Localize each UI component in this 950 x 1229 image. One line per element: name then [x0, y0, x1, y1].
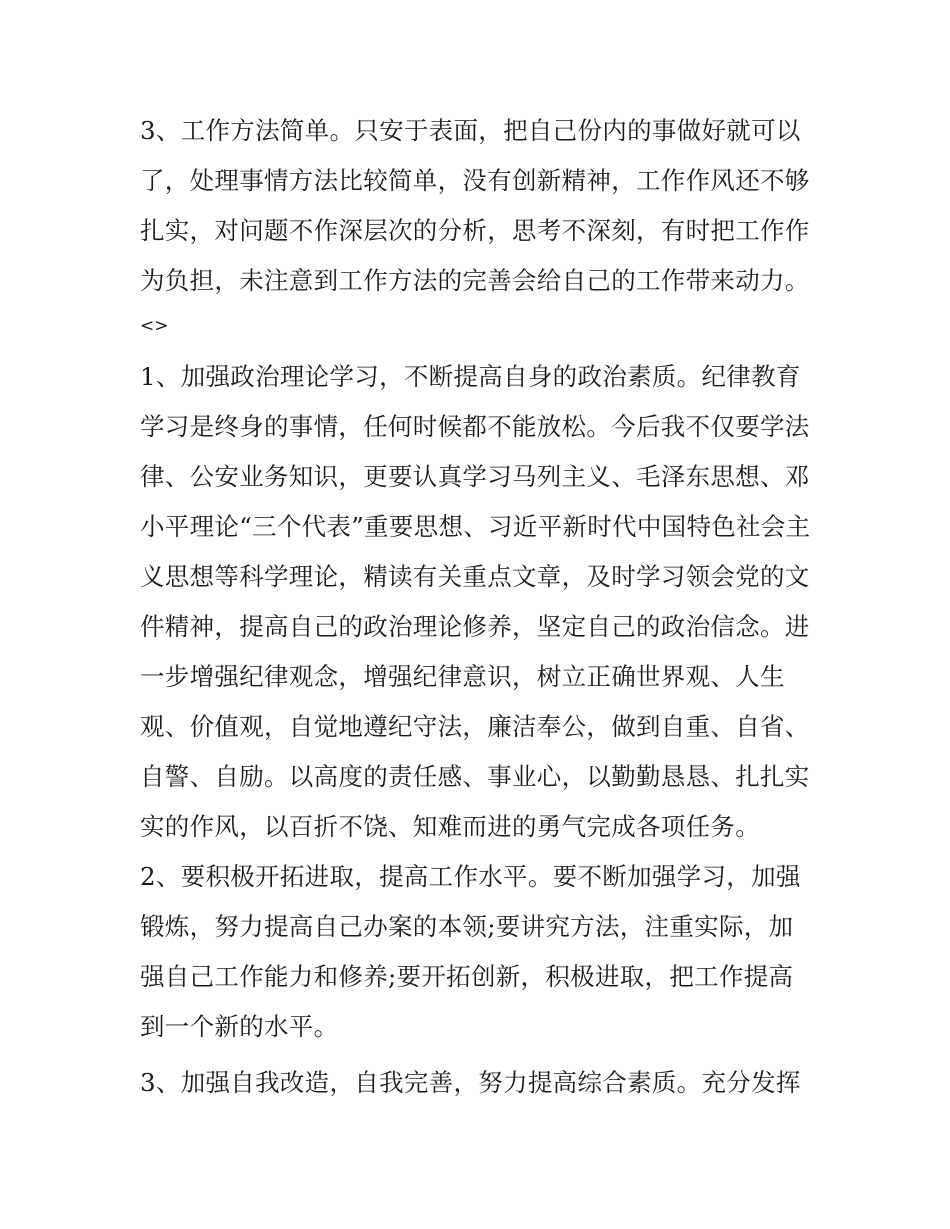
- text-line: 实的作风，以百折不饶、知难而进的勇气完成各项任务。: [140, 812, 760, 841]
- text-line: 1、加强政治理论学习，不断提高自身的政治素质。纪律教育: [140, 362, 801, 391]
- text-line: 律、公安业务知识，更要认真学习马列主义、毛泽东思想、邓: [140, 462, 810, 491]
- text-line: 强自己工作能力和修养;要开拓创新，积极进取，把工作提高: [140, 962, 794, 991]
- text-line: 小平理论“三个代表”重要思想、习近平新时代中国特色社会主: [140, 512, 811, 541]
- text-line: 一步增强纪律观念，增强纪律意识，树立正确世界观、人生: [140, 662, 785, 691]
- text-line: 观、价值观，自觉地遵纪守法，廉洁奉公，做到自重、自省、: [140, 712, 810, 741]
- text-line: 为负担，未注意到工作方法的完善会给自己的工作带来动力。: [140, 266, 810, 295]
- text-line: 了，处理事情方法比较简单，没有创新精神，工作作风还不够: [140, 166, 810, 195]
- text-line: 3、工作方法简单。只安于表面，把自己份内的事做好就可以: [140, 116, 801, 145]
- text-line: 学习是终身的事情，任何时候都不能放松。今后我不仅要学法: [140, 412, 810, 441]
- text-line: 自警、自励。以高度的责任感、事业心，以勤勤恳恳、扎扎实: [140, 762, 810, 791]
- text-line: 到一个新的水平。: [140, 1012, 339, 1041]
- text-line: 3、加强自我改造，自我完善，努力提高综合素质。充分发挥: [140, 1068, 801, 1097]
- text-line: 义思想等科学理论，精读有关重点文章，及时学习领会党的文: [140, 562, 810, 591]
- text-line: 2、要积极开拓进取，提高工作水平。要不断加强学习，加强: [140, 862, 801, 891]
- text-line: 锻炼，努力提高自己办案的本领;要讲究方法，注重实际，加: [140, 912, 794, 941]
- placeholder-marker: <>: [140, 316, 169, 336]
- text-line: 件精神，提高自己的政治理论修养，坚定自己的政治信念。进: [140, 612, 810, 641]
- text-line: 扎实，对问题不作深层次的分析，思考不深刻，有时把工作作: [140, 216, 810, 245]
